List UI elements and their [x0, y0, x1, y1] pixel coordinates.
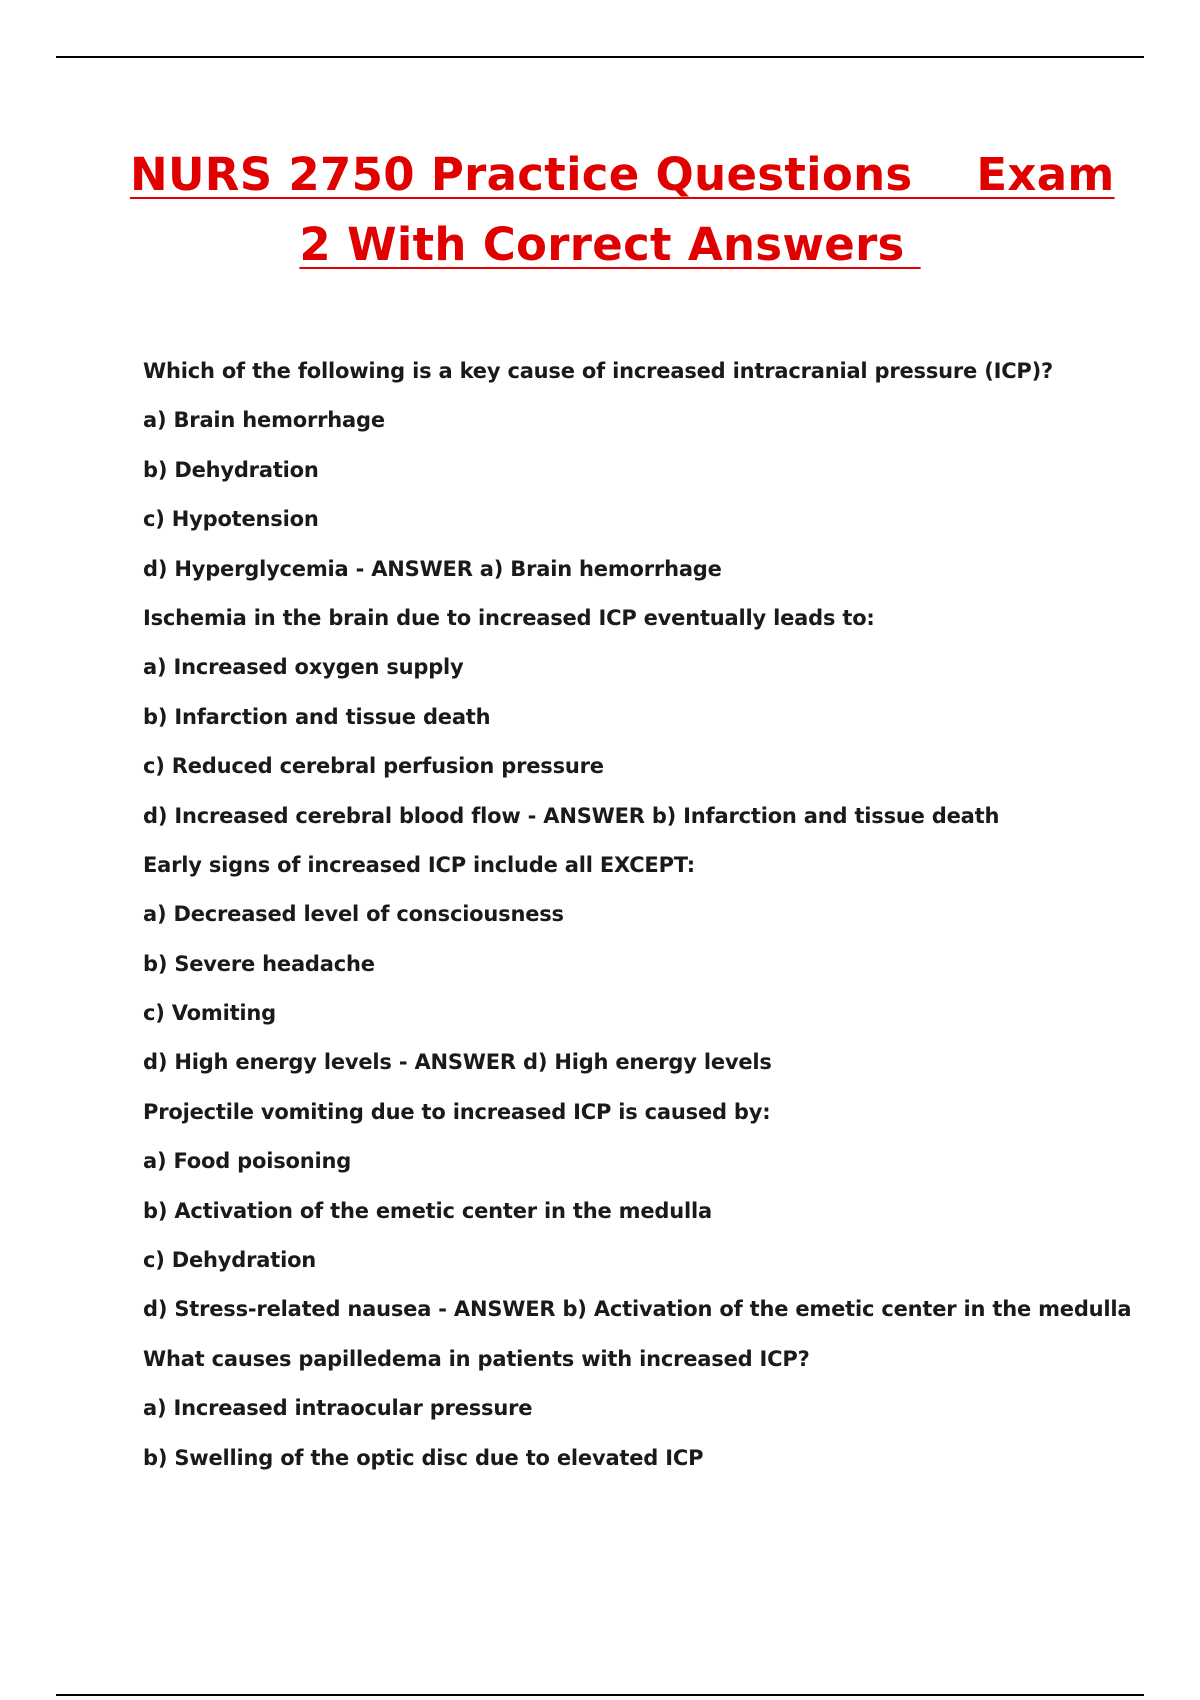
question-4-option-a: a) Food poisoning — [143, 1149, 352, 1174]
question-3-option-c: c) Vomiting — [143, 1001, 276, 1026]
title-line-1: NURS 2750 Practice Questions Exam — [130, 148, 1115, 201]
footer-rule — [56, 1694, 1144, 1696]
question-2-option-d-answer: d) Increased cerebral blood flow - ANSWER b) Infarction and tissue death — [143, 803, 1000, 828]
question-2-text: Ischemia in the brain due to increased ICP eventually leads to: — [143, 605, 875, 630]
question-2-option-a: a) Increased oxygen supply — [143, 655, 464, 680]
header-rule — [56, 56, 1144, 58]
question-3-option-b: b) Severe headache — [143, 951, 375, 976]
question-3-option-a: a) Decreased level of consciousness — [143, 902, 564, 927]
question-4-option-c: c) Dehydration — [143, 1248, 317, 1273]
title-line-2: 2 With Correct Answers — [299, 218, 921, 271]
question-1-option-a: a) Brain hemorrhage — [143, 408, 385, 433]
question-5-text: What causes papilledema in patients with increased ICP? — [143, 1346, 810, 1371]
question-4-option-d-answer: d) Stress-related nausea - ANSWER b) Activation of the emetic center in the medulla — [143, 1297, 1132, 1322]
question-1-option-d-answer: d) Hyperglycemia - ANSWER a) Brain hemorrhage — [143, 556, 722, 581]
question-4-option-b: b) Activation of the emetic center in the medulla — [143, 1198, 712, 1223]
question-1-text: Which of the following is a key cause of increased intracranial pressure (ICP)? — [143, 359, 1054, 383]
question-1-option-b: b) Dehydration — [143, 457, 319, 482]
question-4-text: Projectile vomiting due to increased ICP is caused by: — [143, 1099, 771, 1124]
question-2-option-b: b) Infarction and tissue death — [143, 704, 491, 729]
document-title — [130, 140, 1115, 280]
question-5-option-b: b) Swelling of the optic disc due to elevated ICP — [143, 1445, 704, 1470]
question-3-option-d-answer: d) High energy levels - ANSWER d) High energy levels — [143, 1050, 772, 1075]
question-list — [143, 356, 1143, 1492]
question-1-option-c: c) Hypotension — [143, 507, 319, 532]
question-2-option-c: c) Reduced cerebral perfusion pressure — [143, 754, 604, 779]
question-3-text: Early signs of increased ICP include all EXCEPT: — [143, 852, 695, 877]
question-5-option-a: a) Increased intraocular pressure — [143, 1396, 533, 1421]
